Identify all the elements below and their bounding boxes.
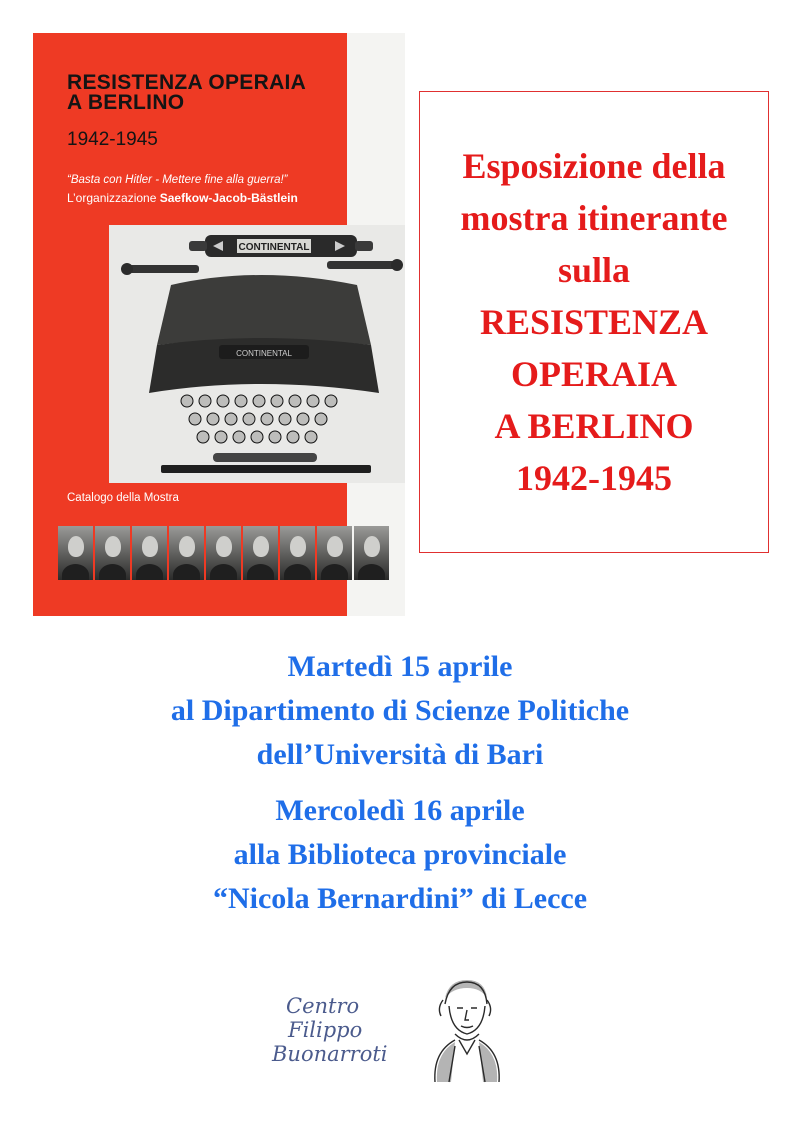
exhibit-line-4: RESISTENZA bbox=[479, 302, 709, 342]
event-1-date: Martedì 15 aprile bbox=[287, 650, 513, 683]
event-schedule bbox=[0, 645, 800, 921]
event-2-place-line2: “Nicola Bernardini” di Lecce bbox=[212, 882, 588, 915]
typewriter-photo bbox=[109, 225, 405, 483]
exhibit-line-2: mostra itinerante bbox=[460, 198, 728, 238]
portrait-photo bbox=[95, 526, 130, 580]
portrait-strip bbox=[58, 526, 389, 580]
portrait-photo bbox=[243, 526, 278, 580]
portrait-photo bbox=[206, 526, 241, 580]
portrait-photo bbox=[317, 526, 352, 580]
book-quote: “Basta con Hitler - Mettere fine alla guerra!” bbox=[67, 174, 288, 186]
book-cover-image bbox=[33, 33, 405, 616]
typewriter-illustration bbox=[109, 225, 405, 483]
event-2-date: Mercoledì 16 aprile bbox=[275, 794, 525, 827]
portrait-photo bbox=[280, 526, 315, 580]
typewriter-brand-front: CONTINENTAL bbox=[236, 349, 292, 358]
catalog-label: Catalogo della Mostra bbox=[67, 492, 179, 504]
logo-line-1: Centro bbox=[286, 994, 360, 1018]
logo-line-3: Buonarroti bbox=[272, 1042, 388, 1066]
exhibit-line-3: sulla bbox=[557, 250, 631, 290]
book-title-line2: A BERLINO bbox=[67, 91, 185, 114]
exhibition-announcement-box bbox=[419, 91, 769, 553]
organizer-logo-text bbox=[272, 994, 388, 1066]
exhibit-line-5: OPERAIA bbox=[510, 354, 677, 394]
portrait-photo bbox=[169, 526, 204, 580]
portrait-photo bbox=[58, 526, 93, 580]
org-prefix: L’organizzazione bbox=[67, 191, 157, 205]
exhibit-line-1: Esposizione della bbox=[462, 146, 726, 186]
event-2-place-line1: alla Biblioteca provinciale bbox=[233, 838, 567, 871]
book-organization bbox=[67, 191, 298, 205]
portrait-photo bbox=[354, 526, 389, 580]
buonarroti-portrait-icon bbox=[415, 974, 511, 1086]
event-1-place-line1: al Dipartimento di Scienze Politiche bbox=[170, 694, 630, 727]
book-title bbox=[67, 73, 306, 113]
logo-line-2: Filippo bbox=[288, 1018, 363, 1042]
book-years: 1942-1945 bbox=[67, 129, 158, 150]
portrait-photo bbox=[132, 526, 167, 580]
event-1-place-line2: dell’Università di Bari bbox=[256, 738, 544, 771]
exhibit-line-7: 1942-1945 bbox=[516, 458, 672, 498]
book-title-line1: RESISTENZA OPERAIA bbox=[67, 71, 307, 94]
exhibit-line-6: A BERLINO bbox=[494, 406, 694, 446]
org-name: Saefkow-Jacob-Bästlein bbox=[159, 191, 298, 205]
typewriter-brand-top: CONTINENTAL bbox=[238, 242, 310, 253]
